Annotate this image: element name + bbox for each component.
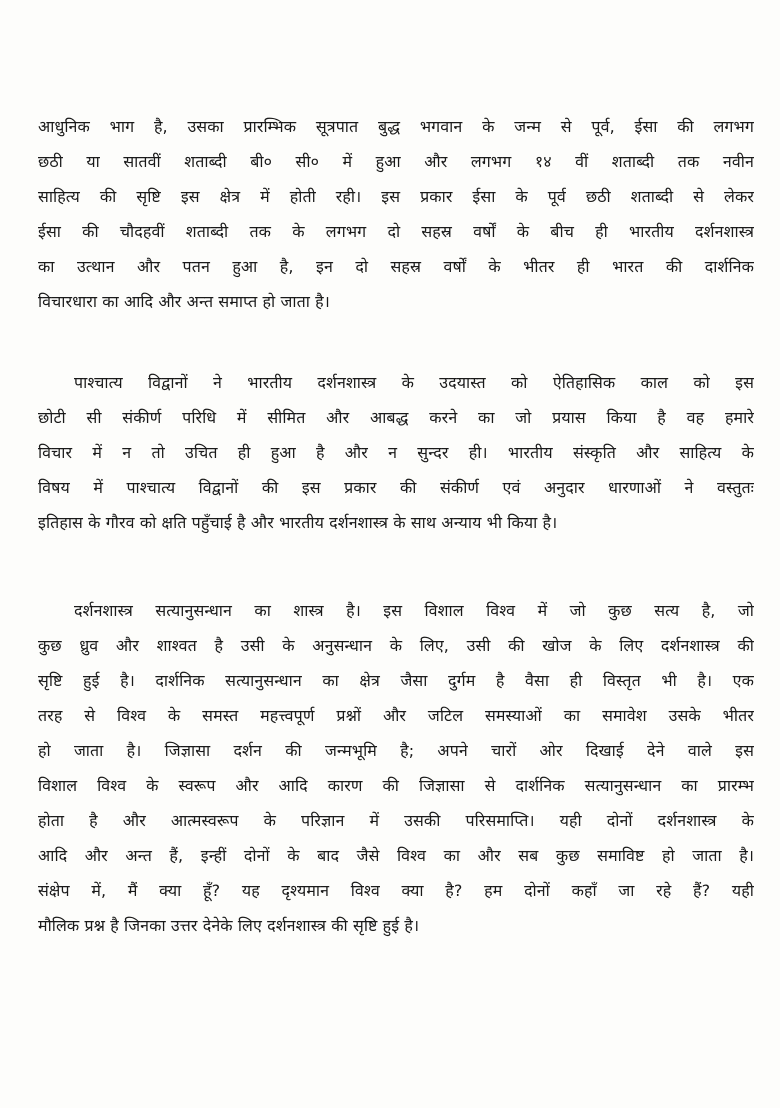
text-line: ईसा की चौदहवीं शताब्दी तक के लगभग दो सहस्र वर्षों के बीच ही भारतीय दर्शनशास्त्र <box>38 222 754 241</box>
text-line: संक्षेप में, मैं क्या हूँ? यह दृश्यमान विश्व क्या है? हम दोनों कहाँ जा रहे हैं? यही <box>38 881 754 900</box>
text-line: छोटी सी संकीर्ण परिधि में सीमित और आबद्ध करने का जो प्रयास किया है वह हमारे <box>38 408 754 427</box>
text-line: कुछ ध्रुव और शाश्वत है उसी के अनुसन्धान के लिए, उसी की खोज के लिए दर्शनशास्त्र की <box>38 636 754 655</box>
text-line: विचार में न तो उचित ही हुआ है और न सुन्दर ही। भारतीय संस्कृति और साहित्य के <box>38 443 754 462</box>
text-line: विचारधारा का आदि और अन्त समाप्त हो जाता है। <box>38 292 330 311</box>
paragraph-3 <box>38 593 754 943</box>
text-line: तरह से विश्व के समस्त महत्त्वपूर्ण प्रश्नों और जटिल समस्याओं का समावेश उसके भीतर <box>38 706 754 725</box>
text-line: आधुनिक भाग है, उसका प्रारम्भिक सूत्रपात बुद्ध भगवान के जन्म से पूर्व, ईसा की लगभग <box>38 117 754 136</box>
text-line: दर्शनशास्त्र सत्यानुसन्धान का शास्त्र है। इस विशाल विश्व में जो कुछ सत्य है, जो <box>74 601 754 620</box>
text-line: मौलिक प्रश्न है जिनका उत्तर देनेके लिए दर्शनशास्त्र की सृष्टि हुई है। <box>38 916 420 935</box>
text-line: विशाल विश्व के स्वरूप और आदि कारण की जिज्ञासा से दार्शनिक सत्यानुसन्धान का प्रारम्भ <box>38 776 754 795</box>
text-line: छठी या सातवीं शताब्दी बी० सी० में हुआ और लगभग १४ वीं शताब्दी तक नवीन <box>38 152 754 171</box>
text-line: विषय में पाश्चात्य विद्वानों की इस प्रकार की संकीर्ण एवं अनुदार धारणाओं ने वस्तुतः <box>38 478 754 497</box>
text-line: होता है और आत्मस्वरूप के परिज्ञान में उसकी परिसमाप्ति। यही दोनों दर्शनशास्त्र के <box>38 811 754 830</box>
text-line: इतिहास के गौरव को क्षति पहुँचाई है और भारतीय दर्शनशास्त्र के साथ अन्याय भी किया है। <box>38 513 558 532</box>
paragraph-1 <box>38 109 754 319</box>
text-line: का उत्थान और पतन हुआ है, इन दो सहस्र वर्षों के भीतर ही भारत की दार्शनिक <box>38 257 754 276</box>
text-line: सृष्टि हुई है। दार्शनिक सत्यानुसन्धान का क्षेत्र जैसा दुर्गम है वैसा ही विस्तृत भी है। एक <box>38 671 754 690</box>
text-line: आदि और अन्त हैं, इन्हीं दोनों के बाद जैसे विश्व का और सब कुछ समाविष्ट हो जाता है। <box>38 846 754 865</box>
text-line: हो जाता है। जिज्ञासा दर्शन की जन्मभूमि है; अपने चारों ओर दिखाई देने वाले इस <box>38 741 754 760</box>
text-line: साहित्य की सृष्टि इस क्षेत्र में होती रही। इस प्रकार ईसा के पूर्व छठी शताब्दी से लेकर <box>38 187 754 206</box>
text-line: पाश्चात्य विद्वानों ने भारतीय दर्शनशास्त्र के उदयास्त को ऐतिहासिक काल को इस <box>74 373 754 392</box>
paragraph-2 <box>38 365 754 540</box>
